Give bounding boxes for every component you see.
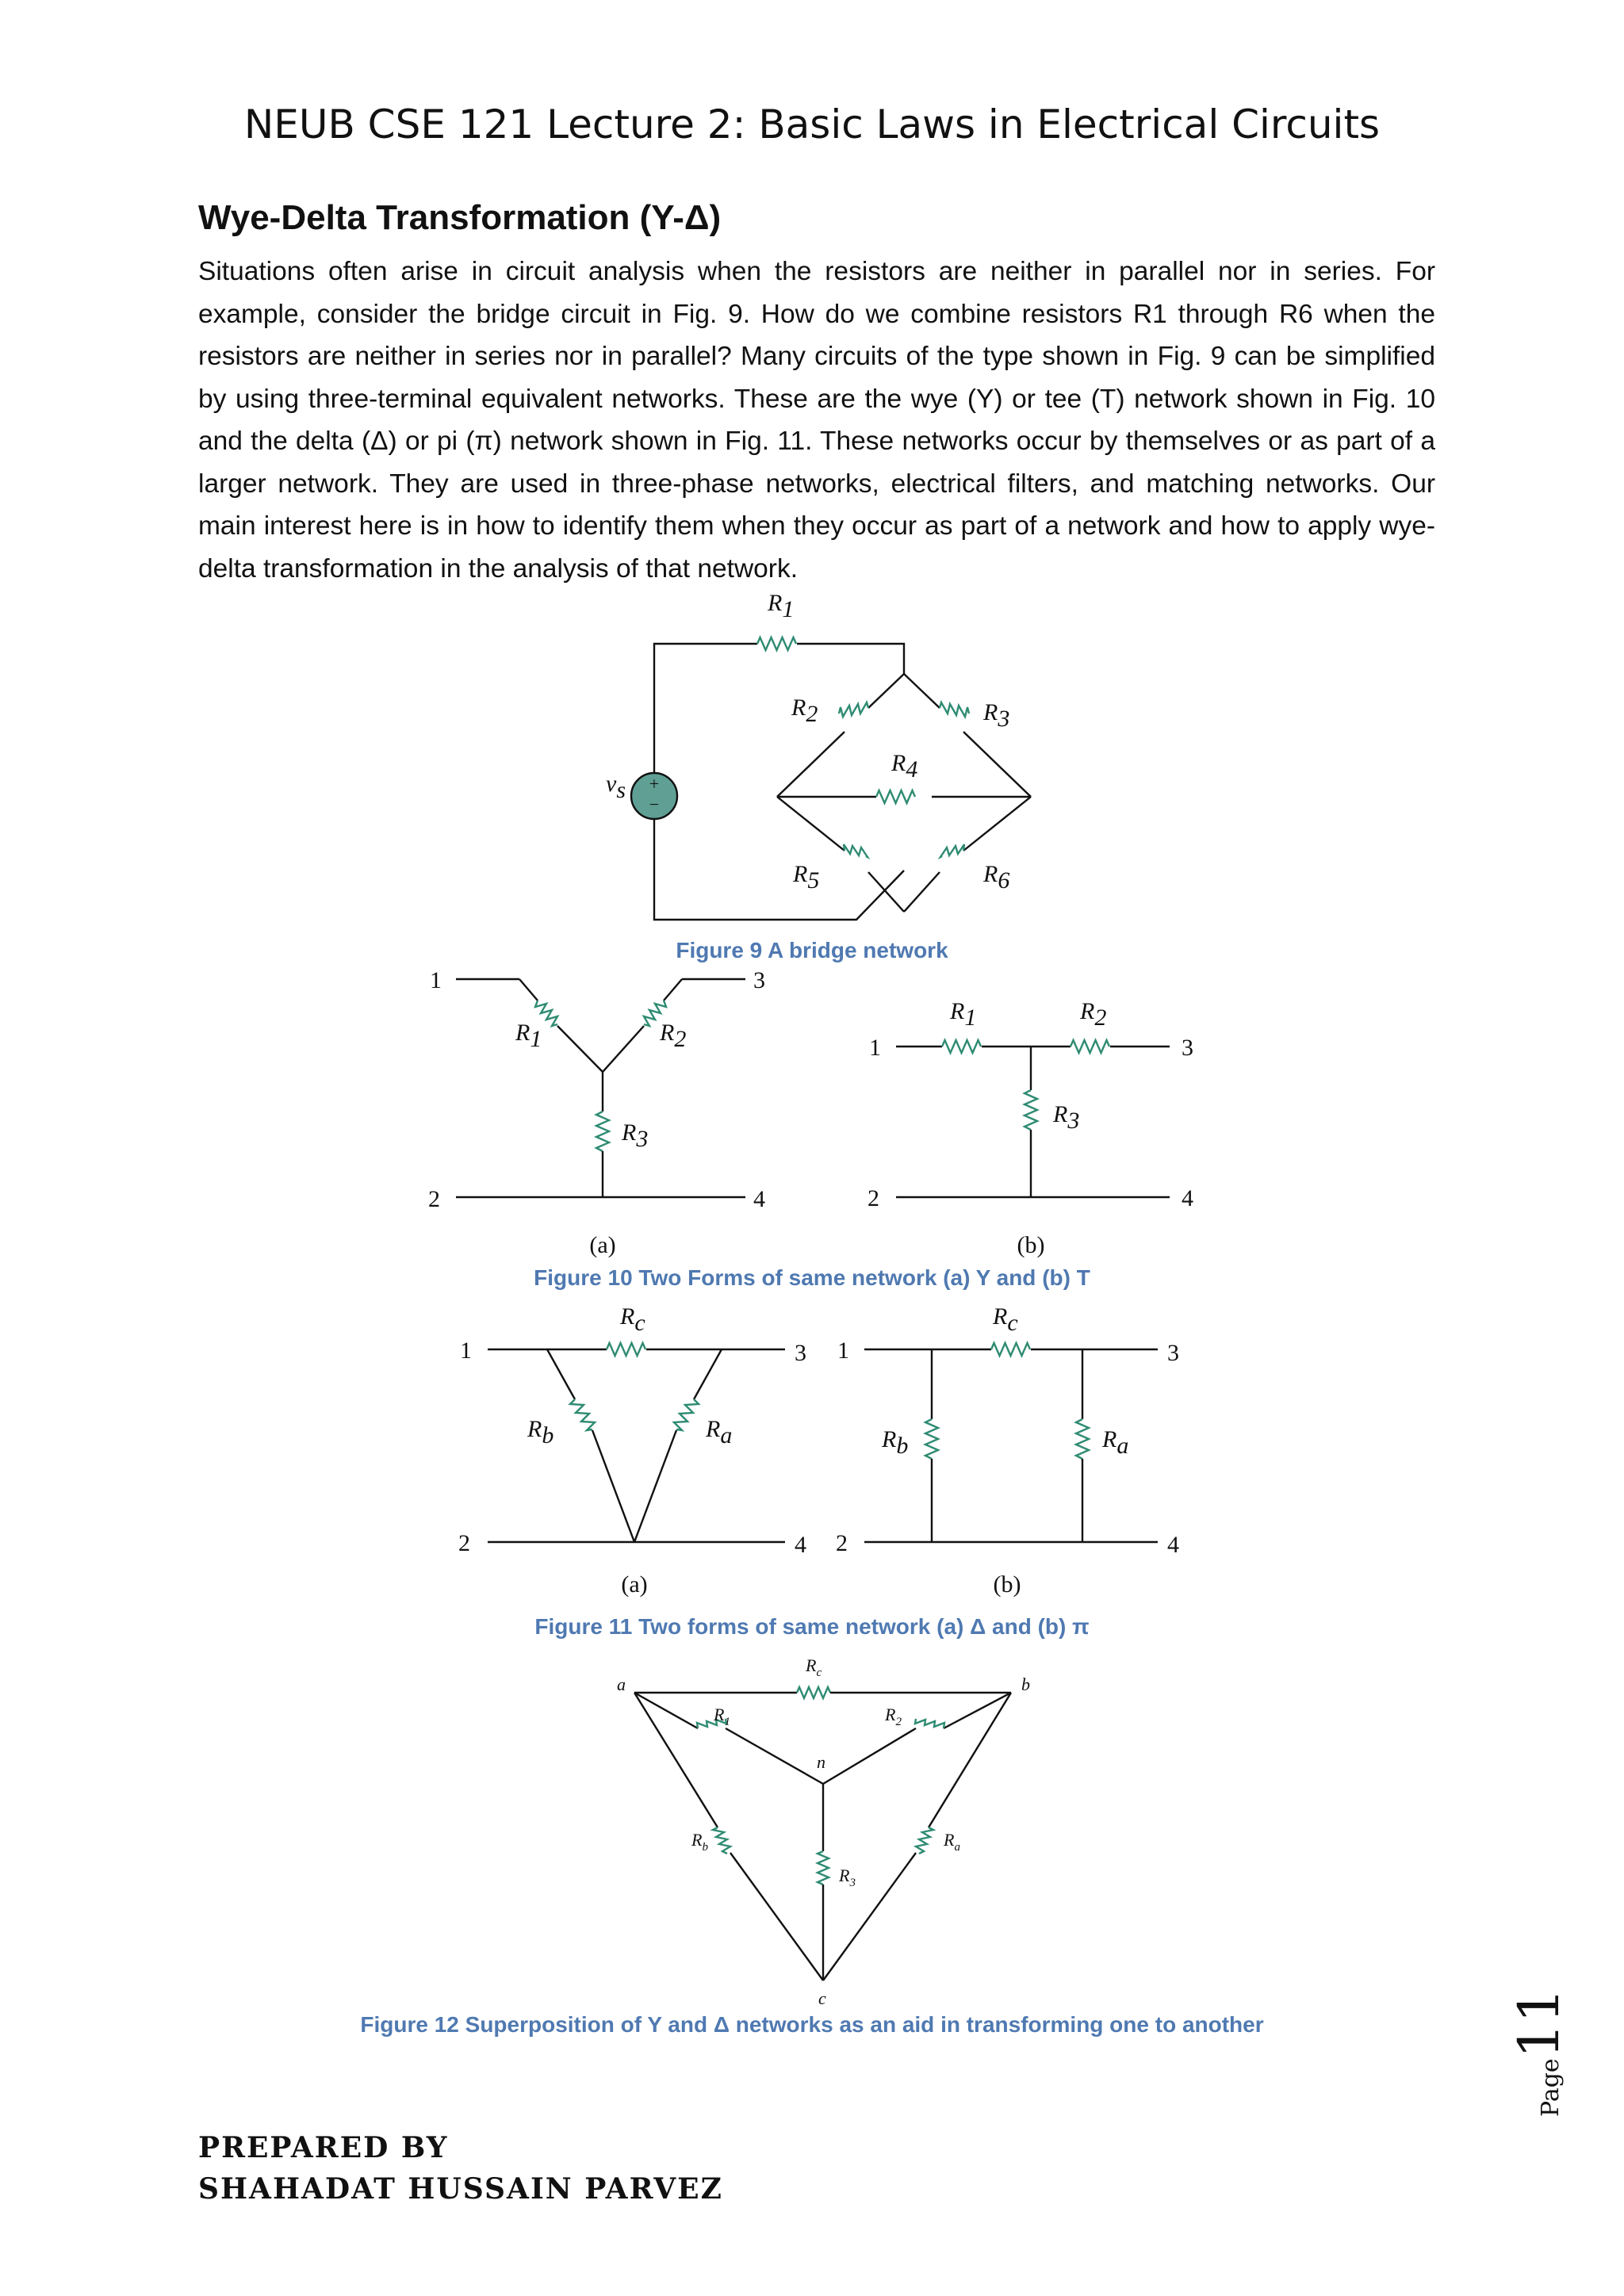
pi-label-ra: Ra [1102, 1426, 1129, 1459]
figure-11-caption: Figure 11 Two forms of same network (a) Δ and (b) π [534, 1614, 1090, 1639]
t-node-1: 1 [869, 1035, 881, 1061]
label-r5: R5 [793, 861, 820, 894]
page-word: Page [1537, 2058, 1565, 2117]
delta-node-3: 3 [795, 1340, 806, 1366]
node-b: b [1021, 1674, 1030, 1694]
figure-10-t-network [856, 983, 1229, 1261]
figure-9-caption: Figure 9 A bridge network [676, 938, 948, 962]
figure-10-y-network [420, 959, 801, 1261]
label-r1: R1 [768, 590, 795, 622]
pi-sub-label: (b) [993, 1571, 1021, 1598]
y-sub-label: (a) [589, 1232, 616, 1258]
fig12-label-ra: $R_a$ [944, 1830, 960, 1854]
pi-label-rb: Rb [882, 1426, 909, 1459]
figure-11-pi-network [825, 1300, 1205, 1609]
delta-label-rb: Rb [527, 1416, 554, 1448]
label-r2: R2 [791, 695, 818, 727]
section-heading: Wye-Delta Transformation (Y-Δ) [198, 198, 722, 237]
t-label-r1: R1 [950, 998, 977, 1031]
y-node-2: 2 [428, 1186, 440, 1212]
label-r4: R4 [891, 750, 918, 783]
fig12-label-rb: $R_b$ [691, 1830, 708, 1854]
y-node-1: 1 [430, 967, 442, 993]
node-n: n [817, 1752, 825, 1772]
delta-node-4: 4 [795, 1532, 806, 1558]
delta-node-1: 1 [460, 1337, 472, 1364]
node-a: a [617, 1674, 626, 1694]
pi-label-rc: Rc [993, 1303, 1018, 1336]
t-node-2: 2 [868, 1185, 879, 1211]
delta-sub-label: (a) [621, 1571, 648, 1598]
label-r6: R6 [983, 861, 1010, 894]
y-label-r3: R3 [622, 1119, 649, 1152]
page-number-value: 11 [1507, 1988, 1572, 2059]
t-node-4: 4 [1182, 1185, 1193, 1211]
node-c: c [818, 1988, 826, 2008]
fig12-label-r3: $R_3$ [839, 1866, 856, 1889]
figure-9-bridge-network [555, 587, 1110, 936]
y-label-r1: R1 [515, 1020, 542, 1052]
t-label-r2: R2 [1080, 998, 1107, 1031]
pi-node-3: 3 [1167, 1340, 1179, 1366]
figure-10-caption: Figure 10 Two Forms of same network (a) Y and (b) T [534, 1265, 1090, 1290]
fig12-label-r1: $R_1$ [714, 1705, 730, 1728]
y-node-3: 3 [753, 967, 765, 993]
t-sub-label: (b) [1017, 1232, 1045, 1258]
fig12-label-r2: $R_2$ [885, 1705, 902, 1728]
pi-node-1: 1 [837, 1337, 849, 1364]
footer-author: SHAHADAT HUSSAIN PARVEZ [198, 2172, 723, 2206]
delta-label-rc: Rc [620, 1303, 645, 1336]
t-label-r3: R3 [1053, 1101, 1080, 1134]
y-label-r2: R2 [660, 1020, 687, 1052]
fig12-label-rc: $R_c$ [806, 1655, 822, 1679]
page-header-title: NEUB CSE 121 Lecture 2: Basic Laws in Electrical Circuits [243, 101, 1381, 147]
y-node-4: 4 [753, 1186, 765, 1212]
figure-12-caption: Figure 12 Superposition of Y and Δ networks as an aid in transforming one to another [360, 2012, 1264, 2037]
label-vs: vs [606, 771, 626, 803]
footer-prepared-by: PREPARED BY [198, 2131, 449, 2164]
vs-minus: − [649, 794, 660, 814]
t-node-3: 3 [1182, 1035, 1193, 1061]
delta-label-ra: Ra [706, 1416, 733, 1448]
delta-node-2: 2 [458, 1530, 470, 1556]
label-r3: R3 [983, 699, 1010, 732]
pi-node-4: 4 [1167, 1532, 1179, 1558]
vs-plus: + [649, 774, 660, 794]
pi-node-2: 2 [836, 1530, 848, 1556]
body-paragraph: Situations often arise in circuit analysis when the resistors are neither in parallel nor in series. For example, consider the bridge circuit in Fig. 9. How do we combine resistors R1 through R6 when the resistors are neither in series nor in parallel? Many circuits of the type shown in Fig. 9 can be simplified by using three-terminal equivalent networks. These are the wye (Y) or tee (T) network shown in Fig. 10 and the delta (Δ) or pi (π) network shown in Fig. 11. These networks occur by themselves or as part of a larger network. They are used in three-phase networks, electrical filters, and matching networks. Our main interest here is in how to identify them when they occur as part of a network and how to apply wye-delta transformation in the analysis of that network. [198, 257, 1435, 584]
figure-11-delta-network [452, 1300, 833, 1609]
figure-12-superposition [603, 1649, 1047, 2006]
page-number [1507, 1958, 1578, 2117]
